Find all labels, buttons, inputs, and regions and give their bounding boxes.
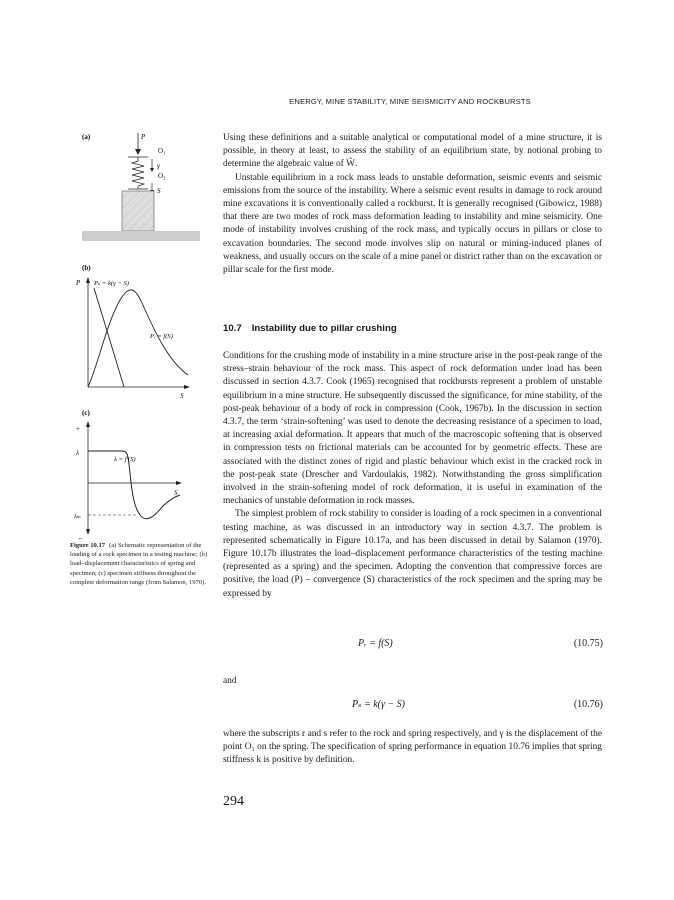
rock-specimen: [122, 191, 154, 231]
figure-caption: [70, 541, 210, 587]
section-title: Instability due to pillar crushing: [251, 323, 397, 334]
equation-number-10-76: (10.76): [573, 699, 603, 710]
a-P-label: P: [141, 133, 146, 141]
c-lambda-m-label: λₘ: [74, 513, 81, 520]
paragraph-5: where the subscripts r and s refer to the rock and spring respectively, and γ is the displacement of the point O₁ on the spring. The specification of spring performance in equation 10.76 implies that spring stiffness k is positive by definition.: [223, 729, 602, 766]
caption-text: (a) Schematic representation of the loading of a rock specimen in a testing machine; (b) load–displacement characteristics of spring and specimen; (c) specimen stiffness throughout the complete deformation range (from Salamon, 1970).: [70, 542, 208, 586]
c-curve-label: λ = f′(S): [114, 456, 136, 463]
b-x-axis-head: [184, 385, 190, 389]
figure-svg: [70, 125, 220, 545]
section-number: 10.7: [223, 323, 242, 334]
load-arrow-head: [135, 149, 141, 155]
a-S-label: S: [157, 187, 161, 195]
b-Pr-label: Pᵣ = f(S): [150, 333, 173, 340]
caption-label: Figure 10.17: [70, 542, 106, 549]
a-O2-label: O₂: [158, 172, 166, 180]
section-heading: [223, 323, 602, 334]
c-y-axis-tail: [86, 529, 90, 535]
a-O1-label: O₁: [158, 147, 166, 155]
a-gamma-label: γ: [157, 162, 160, 170]
body-text-top: [223, 132, 602, 277]
c-plus-label: +: [76, 425, 80, 433]
paragraph-2: Unstable equilibrium in a rock mass leads to unstable deformation, seismic events and seismic emissions from the source of the instability. Where a seismic event results in damage to rock around mine excavations it is conventionally called a rockburst. It is generally recognised (Gibowicz, 1988) that there are two modes of rock mass deformation leading to instability and mine seismicity. One mode of instability involves crushing of the rock mass, and typically occurs in pillars or close to excavation boundaries. The second mode involves slip on natural or mining-induced planes of weakness, and usually occurs on the scale of a mine panel or district rather than on the excavation or pillar scale for the first mode.: [223, 172, 602, 276]
b-Ps-label: Pₛ = k(γ − S): [94, 280, 129, 287]
b-rock-curve: [88, 290, 188, 387]
b-spring-line: [94, 288, 124, 387]
body-text-section: [223, 350, 602, 601]
b-P-label: P: [76, 279, 81, 287]
c-minus-label: −: [78, 534, 83, 543]
paragraph-4: The simplest problem of rock stability to consider is loading of a rock specimen in a conventional testing machine, as was discussed in an introductory way in section 4.3.7. The problem is represented schematically in Figure 10.17a, and has been discussed in detail by Salamon (1970). Figure 10.17b illustrates the load–displacement performance characteristics of the testing machine (represented as a spring) and the specimen. Adopting the convention that compressive forces are positive, the load (P) – convergence (S) characteristics of the rock specimen and the spring may be expressed by: [223, 509, 602, 599]
b-y-axis-head: [86, 277, 90, 283]
paragraph-1: Using these definitions and a suitable analytical or computational model of a mine structure, it is possible, in theory at least, to assess the stability of an equilibrium state, by notional probing to determine the algebraic value of Ŵ.: [223, 133, 602, 170]
running-header: ENERGY, MINE STABILITY, MINE SEISMICITY AND ROCKBURSTS: [289, 97, 531, 106]
equation-10-76: Pₛ = k(γ − S): [352, 699, 406, 710]
gamma-arrow-head: [150, 168, 154, 172]
page-number: 294: [223, 794, 244, 809]
figure-10-17: [70, 125, 220, 545]
fig-label-a: (a): [82, 133, 91, 141]
machine-base: [82, 231, 200, 241]
equation-10-75: Pᵣ = f(S): [358, 638, 393, 649]
fig-label-b: (b): [82, 264, 91, 272]
paragraph-3: Conditions for the crushing mode of instability in a mine structure arise in the post-peak range of the stress–strain behaviour of the rock mass. This aspect of rock deformation under load has been discussed in section 4.3.7. Cook (1965) recognised that rockbursts represent a problem of unstable equilibrium in a mine structure. He subsequently discussed the significance, for mine stability, of the post-peak behaviour of a body of rock in compression (Cook, 1967b). In the discussion in section 4.3.7, the term ‘strain-softening’ was used to denote the decreasing resistance of a specimen to load, at increasing axial deformation. It appears that much of the macroscopic softening that is observed in compression tests on frictional materials can be accounted for by geometric effects. These are associated with the distinct zones of rigid and plastic behaviour which exist in the cracked rock in the post-peak state (Drescher and Vardoulakis, 1982). Notwithstanding the gross simplification involved in the strain-softening model of rock deformation, it is useful in examination of the mechanics of unstable deformation in rock masses.: [223, 351, 602, 507]
b-S-label: S: [180, 392, 184, 400]
c-x-axis-head: [176, 481, 182, 485]
connector-and: and: [223, 676, 237, 686]
c-lambda-label: λ: [76, 449, 80, 457]
fig-label-c: (c): [82, 409, 90, 417]
spring: [132, 161, 144, 189]
c-y-axis-head: [86, 421, 90, 427]
c-S-label: S: [174, 489, 178, 497]
equation-number-10-75: (10.75): [573, 638, 603, 649]
